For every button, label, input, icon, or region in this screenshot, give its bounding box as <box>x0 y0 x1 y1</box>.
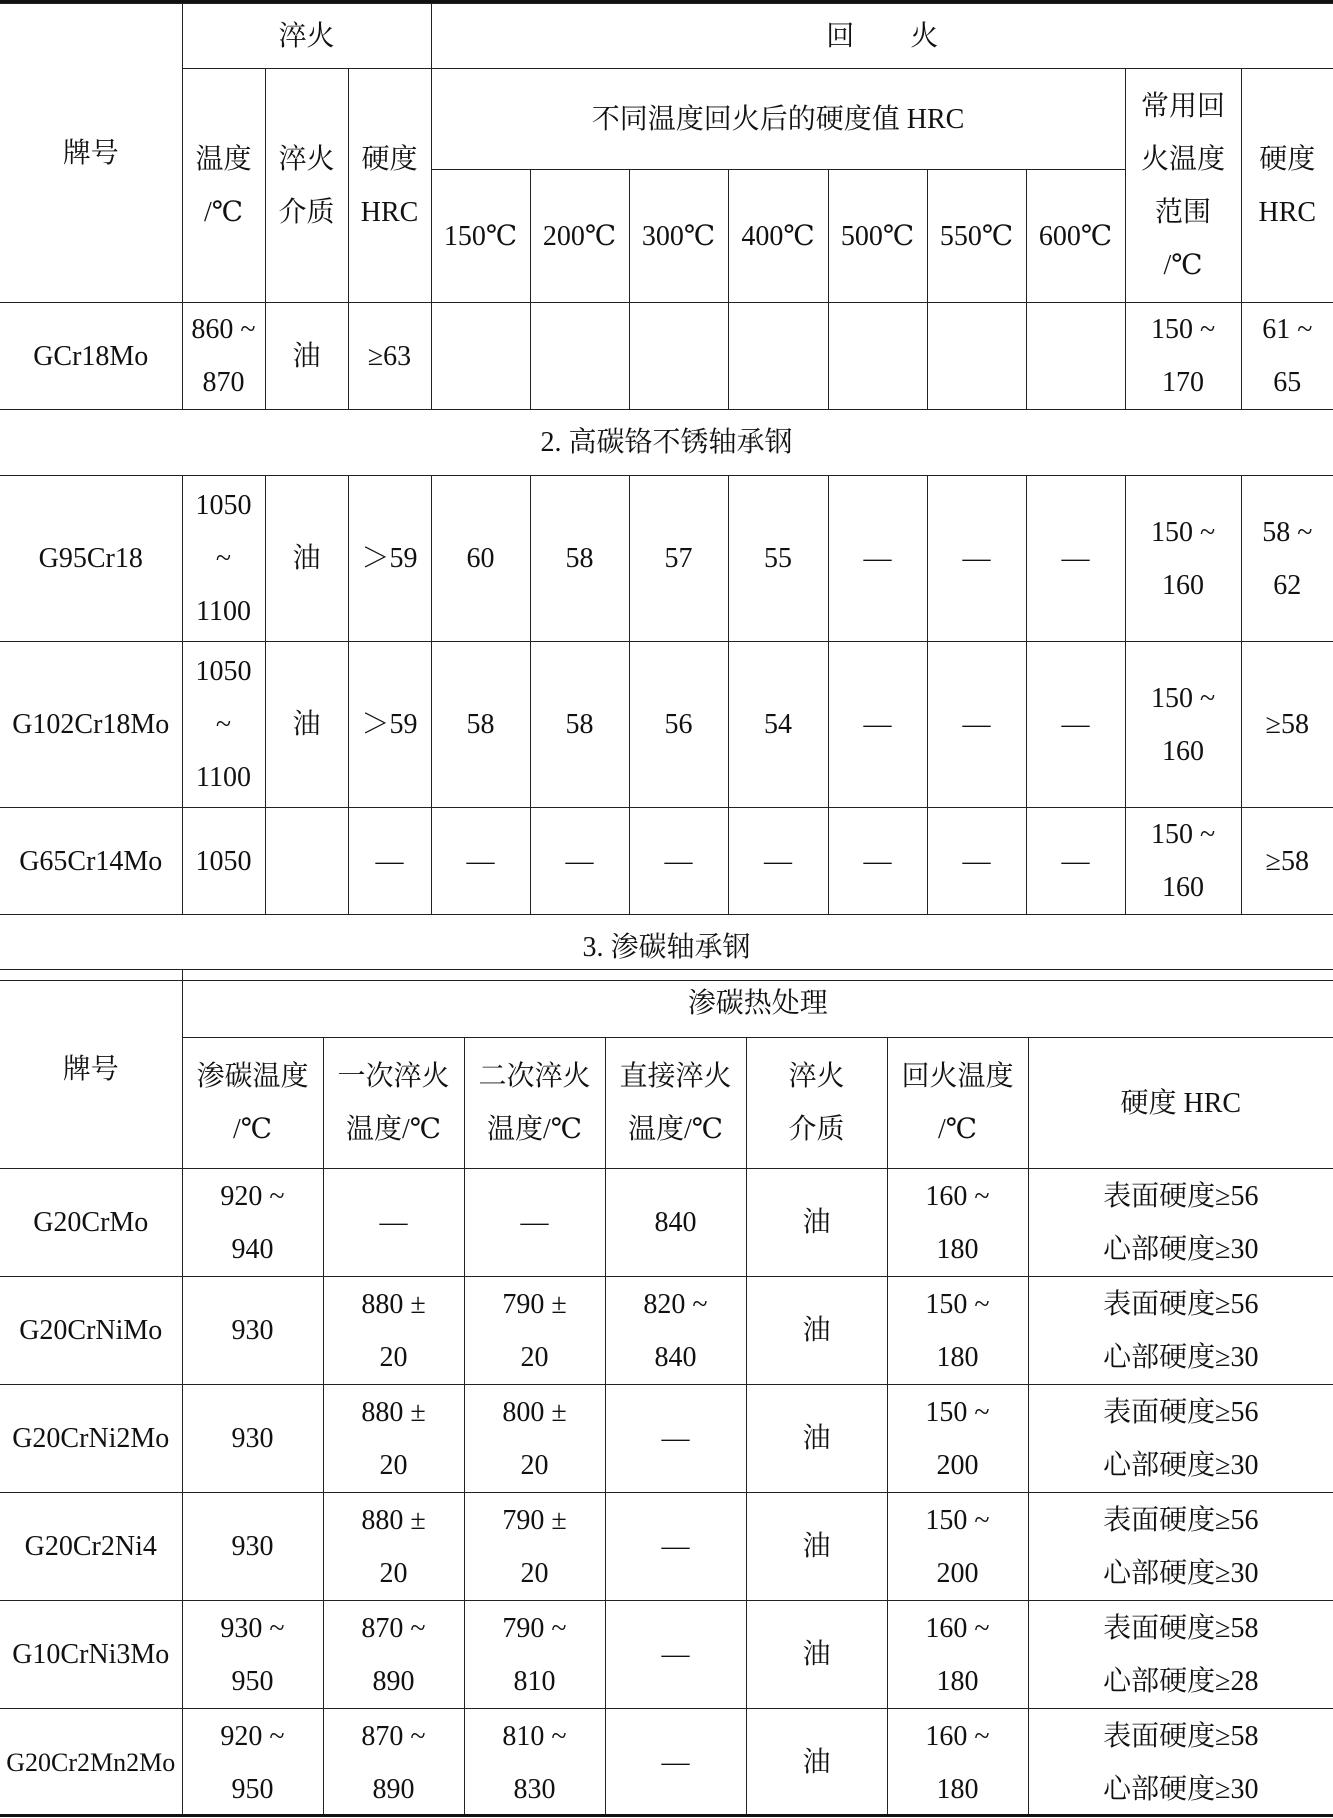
quench-temp-cell: 1050 ~ 1100 <box>182 476 265 642</box>
section-title: 3. 渗碳轴承钢 <box>0 915 1333 981</box>
direct-quench-cell: — <box>605 1601 746 1709</box>
direct-quench-cell: — <box>605 1493 746 1601</box>
table-row <box>0 808 1333 915</box>
header-temp-200: 200℃ <box>530 170 629 303</box>
medium-cell: 油 <box>265 303 348 410</box>
temper-300-cell: 56 <box>629 642 728 808</box>
direct-quench-cell: 820 ~ 840 <box>605 1277 746 1385</box>
grade-cell: G20CrMo <box>0 1169 182 1277</box>
temper-500-cell <box>828 303 927 410</box>
quench-temp-cell: 1050 ~ 1100 <box>182 642 265 808</box>
second-quench-cell: 800 ± 20 <box>464 1385 605 1493</box>
medium-cell: 油 <box>746 1385 887 1493</box>
temper-150-cell: 58 <box>431 642 530 808</box>
grade-cell: G20Cr2Mn2Mo <box>0 1709 182 1817</box>
first-quench-cell: — <box>323 1169 464 1277</box>
header-temp-550: 550℃ <box>927 170 1026 303</box>
heat-treatment-table <box>0 3 1333 981</box>
hardness-cell: 表面硬度≥58 心部硬度≥28 <box>1028 1601 1333 1709</box>
temper-range-cell: 150 ~ 160 <box>1125 642 1241 808</box>
first-quench-cell: 880 ± 20 <box>323 1385 464 1493</box>
carb-temp-cell: 920 ~ 950 <box>182 1709 323 1817</box>
temper-150-cell: 60 <box>431 476 530 642</box>
carburizing-table <box>0 969 1333 1817</box>
hardness-cell: 表面硬度≥56 心部硬度≥30 <box>1028 1493 1333 1601</box>
header-temp-150: 150℃ <box>431 170 530 303</box>
second-quench-cell: 790 ~ 810 <box>464 1601 605 1709</box>
temper-temp-cell: 150 ~ 200 <box>887 1385 1028 1493</box>
first-quench-cell: 870 ~ 890 <box>323 1601 464 1709</box>
header-carburizing: 渗碳热处理 <box>182 970 1333 1038</box>
direct-quench-cell: — <box>605 1385 746 1493</box>
direct-quench-cell: — <box>605 1709 746 1817</box>
temper-200-cell: 58 <box>530 476 629 642</box>
temper-500-cell: — <box>828 642 927 808</box>
temper-temp-cell: 150 ~ 180 <box>887 1277 1028 1385</box>
second-quench-cell: 790 ± 20 <box>464 1493 605 1601</box>
medium-cell: 油 <box>746 1493 887 1601</box>
temper-range-cell: 150 ~ 160 <box>1125 808 1241 915</box>
table-row <box>0 1385 1333 1493</box>
temper-temp-cell: 160 ~ 180 <box>887 1709 1028 1817</box>
bottom-rule <box>0 1814 1333 1817</box>
header-temper-hardness-title: 不同温度回火后的硬度值 HRC <box>431 69 1125 170</box>
hardness-cell: 58 ~ 62 <box>1241 476 1333 642</box>
medium-cell <box>265 808 348 915</box>
header-temp-500: 500℃ <box>828 170 927 303</box>
hrc-cell: — <box>348 808 431 915</box>
header-hardness: 硬度 HRC <box>1028 1038 1333 1169</box>
grade-cell: G20CrNiMo <box>0 1277 182 1385</box>
carb-temp-cell: 930 <box>182 1493 323 1601</box>
temper-550-cell <box>927 303 1026 410</box>
header-medium: 淬火 介质 <box>746 1038 887 1169</box>
hardness-cell: 表面硬度≥56 心部硬度≥30 <box>1028 1385 1333 1493</box>
temper-600-cell: — <box>1026 476 1125 642</box>
temper-200-cell: — <box>530 808 629 915</box>
header-temp-600: 600℃ <box>1026 170 1125 303</box>
quench-temp-cell: 860 ~ 870 <box>182 303 265 410</box>
carb-temp-cell: 930 ~ 950 <box>182 1601 323 1709</box>
table-row <box>0 303 1333 410</box>
hardness-cell: 表面硬度≥56 心部硬度≥30 <box>1028 1277 1333 1385</box>
carb-temp-cell: 930 <box>182 1277 323 1385</box>
temper-300-cell: 57 <box>629 476 728 642</box>
hardness-cell: 表面硬度≥58 心部硬度≥30 <box>1028 1709 1333 1817</box>
temper-400-cell: 55 <box>728 476 828 642</box>
header-quench-hardness: 硬度 HRC <box>348 69 431 303</box>
medium-cell: 油 <box>265 476 348 642</box>
temper-range-cell: 150 ~ 170 <box>1125 303 1241 410</box>
medium-cell: 油 <box>746 1601 887 1709</box>
table-row <box>0 1601 1333 1709</box>
direct-quench-cell: 840 <box>605 1169 746 1277</box>
header-quench-temp: 温度 /℃ <box>182 69 265 303</box>
second-quench-cell: 810 ~ 830 <box>464 1709 605 1817</box>
medium-cell: 油 <box>746 1169 887 1277</box>
medium-cell: 油 <box>746 1709 887 1817</box>
temper-500-cell: — <box>828 808 927 915</box>
header-quench-medium: 淬火 介质 <box>265 69 348 303</box>
header-grade: 牌号 <box>0 970 182 1169</box>
first-quench-cell: 880 ± 20 <box>323 1277 464 1385</box>
table-row <box>0 642 1333 808</box>
hardness-cell: ≥58 <box>1241 808 1333 915</box>
header-temper-hardness: 硬度 HRC <box>1241 69 1333 303</box>
temper-600-cell: — <box>1026 642 1125 808</box>
section-title: 2. 高碳铬不锈轴承钢 <box>0 410 1333 476</box>
hardness-cell: 61 ~ 65 <box>1241 303 1333 410</box>
hardness-cell: 表面硬度≥56 心部硬度≥30 <box>1028 1169 1333 1277</box>
temper-300-cell: — <box>629 808 728 915</box>
carb-temp-cell: 930 <box>182 1385 323 1493</box>
temper-temp-cell: 150 ~ 200 <box>887 1493 1028 1601</box>
hrc-cell: ≥63 <box>348 303 431 410</box>
hrc-cell: ＞59 <box>348 476 431 642</box>
grade-cell: G10CrNi3Mo <box>0 1601 182 1709</box>
hrc-cell: ＞59 <box>348 642 431 808</box>
grade-cell: GCr18Mo <box>0 303 182 410</box>
medium-cell: 油 <box>265 642 348 808</box>
first-quench-cell: 880 ± 20 <box>323 1493 464 1601</box>
header-grade: 牌号 <box>0 4 182 303</box>
header-quench: 淬火 <box>182 4 431 69</box>
table-row <box>0 1709 1333 1817</box>
temper-200-cell: 58 <box>530 642 629 808</box>
header-second-quench: 二次淬火 温度/℃ <box>464 1038 605 1169</box>
header-temper-temp: 回火温度 /℃ <box>887 1038 1028 1169</box>
table-row <box>0 1493 1333 1601</box>
header-direct-quench: 直接淬火 温度/℃ <box>605 1038 746 1169</box>
table-row <box>0 1277 1333 1385</box>
temper-temp-cell: 160 ~ 180 <box>887 1601 1028 1709</box>
quench-temp-cell: 1050 <box>182 808 265 915</box>
first-quench-cell: 870 ~ 890 <box>323 1709 464 1817</box>
header-temp-400: 400℃ <box>728 170 828 303</box>
temper-550-cell: — <box>927 808 1026 915</box>
grade-cell: G102Cr18Mo <box>0 642 182 808</box>
temper-150-cell: — <box>431 808 530 915</box>
header-carb-temp: 渗碳温度 /℃ <box>182 1038 323 1169</box>
temper-200-cell <box>530 303 629 410</box>
grade-cell: G95Cr18 <box>0 476 182 642</box>
temper-400-cell: 54 <box>728 642 828 808</box>
table-row <box>0 1169 1333 1277</box>
table-row <box>0 476 1333 642</box>
header-first-quench: 一次淬火 温度/℃ <box>323 1038 464 1169</box>
temper-400-cell <box>728 303 828 410</box>
temper-550-cell: — <box>927 642 1026 808</box>
temper-150-cell <box>431 303 530 410</box>
second-quench-cell: — <box>464 1169 605 1277</box>
temper-temp-cell: 160 ~ 180 <box>887 1169 1028 1277</box>
header-temper: 回 火 <box>431 4 1333 69</box>
hardness-cell: ≥58 <box>1241 642 1333 808</box>
second-quench-cell: 790 ± 20 <box>464 1277 605 1385</box>
temper-400-cell: — <box>728 808 828 915</box>
grade-cell: G20Cr2Ni4 <box>0 1493 182 1601</box>
temper-550-cell: — <box>927 476 1026 642</box>
temper-300-cell <box>629 303 728 410</box>
temper-500-cell: — <box>828 476 927 642</box>
grade-cell: G20CrNi2Mo <box>0 1385 182 1493</box>
carb-temp-cell: 920 ~ 940 <box>182 1169 323 1277</box>
temper-600-cell: — <box>1026 808 1125 915</box>
temper-range-cell: 150 ~ 160 <box>1125 476 1241 642</box>
header-common-temper-range: 常用回 火温度 范围 /℃ <box>1125 69 1241 303</box>
temper-600-cell <box>1026 303 1125 410</box>
grade-cell: G65Cr14Mo <box>0 808 182 915</box>
header-temp-300: 300℃ <box>629 170 728 303</box>
medium-cell: 油 <box>746 1277 887 1385</box>
